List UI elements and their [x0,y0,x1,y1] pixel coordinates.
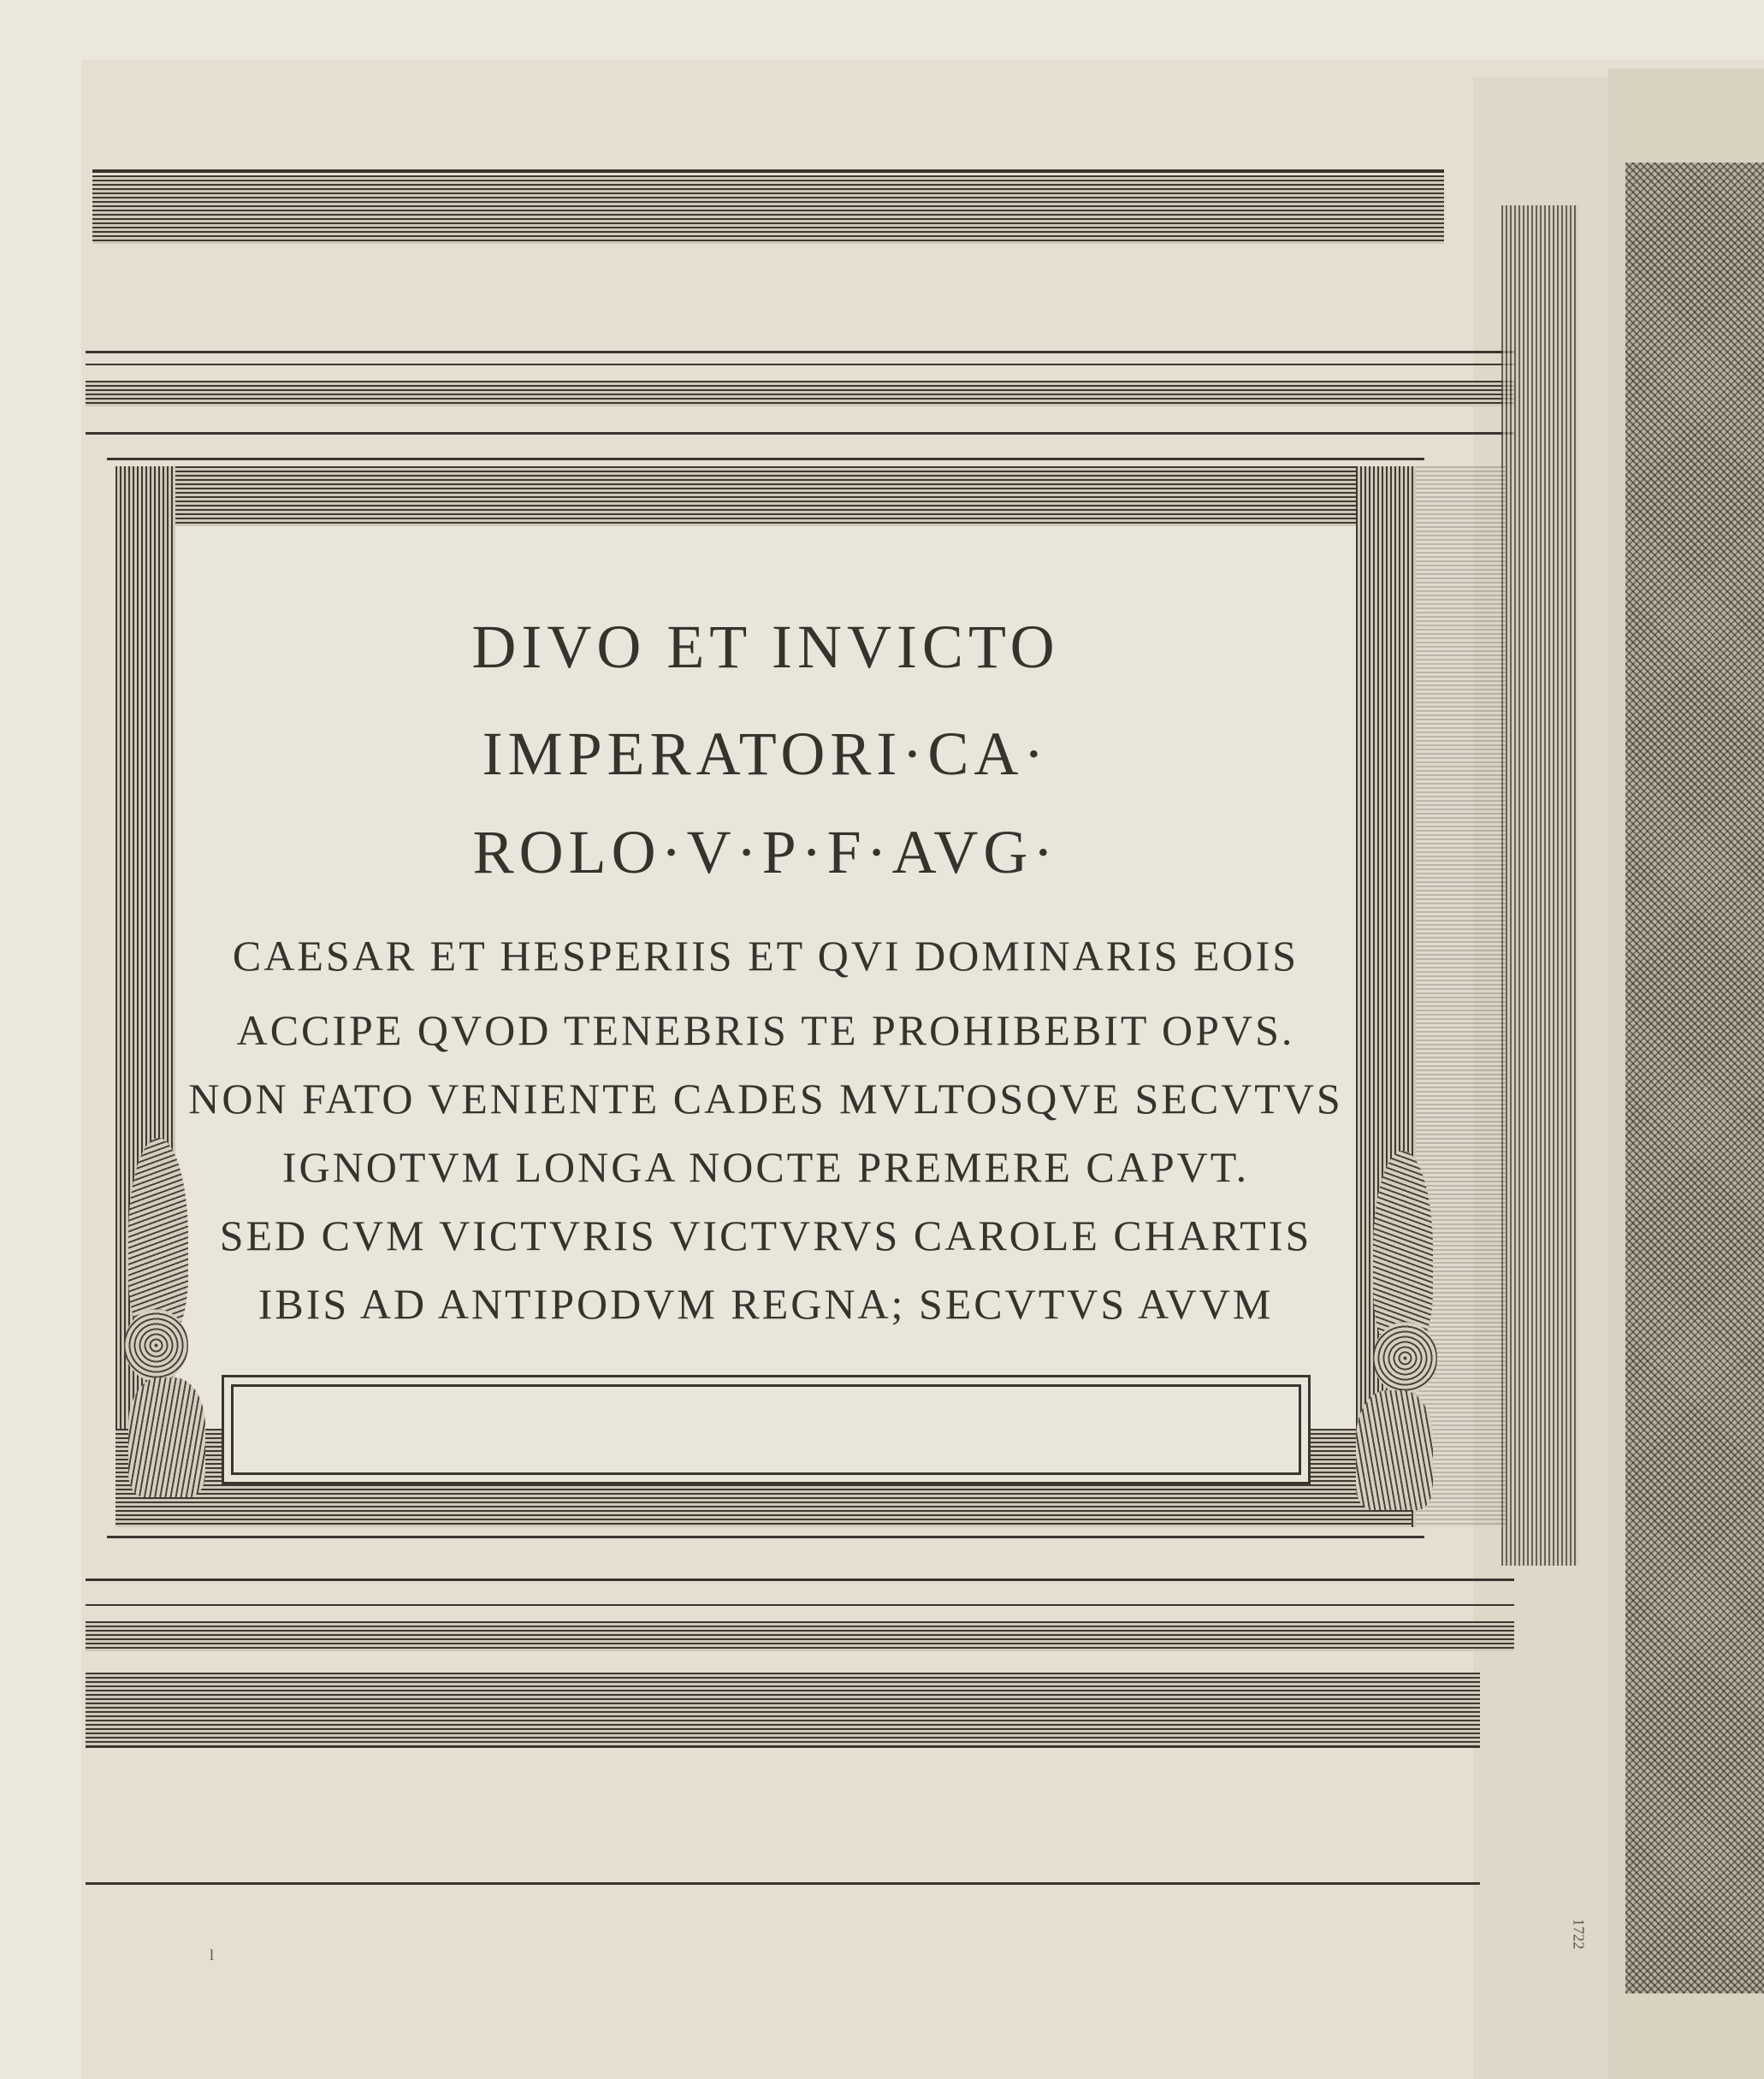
griffin-body [128,1377,205,1497]
inscription-verse-line-1: CAESAR ET HESPERIIS ET QVI DOMINARIS EOIS [232,932,1299,980]
cornice-rule [92,169,1444,173]
inscription-verse-line-5: SED CVM VICTVRIS VICTVRVS CAROLE CHARTIS [219,1211,1312,1259]
griffin-head [1373,1322,1437,1395]
base-band [86,1621,1514,1651]
empty-tablet [231,1384,1301,1475]
plinth-rule [86,1745,1480,1748]
margin-mark-left: l [210,1946,215,1964]
griffin-body [1356,1390,1433,1510]
frame-outer-rule [107,1536,1424,1538]
base-rule [86,1578,1514,1581]
griffin-right-figure [1347,1151,1441,1510]
margin-mark-right: 1722 [1570,1918,1588,1950]
inscription-verse-line-3: NON FATO VENIENTE CADES MVLTOSQVE SECVTVS [188,1075,1343,1122]
griffin-left-figure [120,1138,214,1497]
top-cornice-band [92,175,1444,244]
frieze-rule [86,432,1514,435]
base-rule [86,1604,1514,1606]
inscription-heading-line-1: DIVO ET INVICTO [471,613,1060,681]
plinth-rule [86,1882,1480,1885]
inscription-heading-line-2: IMPERATORI·CA· [482,720,1050,788]
inscription-verse-line-2: ACCIPE QVOD TENEBRIS TE PROHIBEBIT OPVS. [236,1006,1295,1054]
adjacent-arch-engraving [1608,68,1764,2079]
inscription-verse-line-6: IBIS AD ANTIPODVM REGNA; SECVTVS AVVM [257,1280,1274,1328]
frame-top [115,466,1412,526]
frame-outer-rule [107,458,1424,460]
frieze-rule [86,364,1514,365]
pilaster-shading [1501,205,1578,1566]
inscription-verse-line-4: IGNOTVM LONGA NOCTE PREMERE CAPVT. [281,1143,1250,1191]
frieze-rule [86,351,1514,353]
griffin-wing [128,1138,188,1335]
plinth-band [86,1673,1480,1745]
griffin-head [124,1309,188,1382]
frieze-band [86,381,1514,406]
griffin-wing [1373,1151,1433,1348]
arch-shaded-area [1625,163,1764,1993]
inscription-heading-line-3: ROLO·V·P·F·AVG· [472,818,1059,886]
